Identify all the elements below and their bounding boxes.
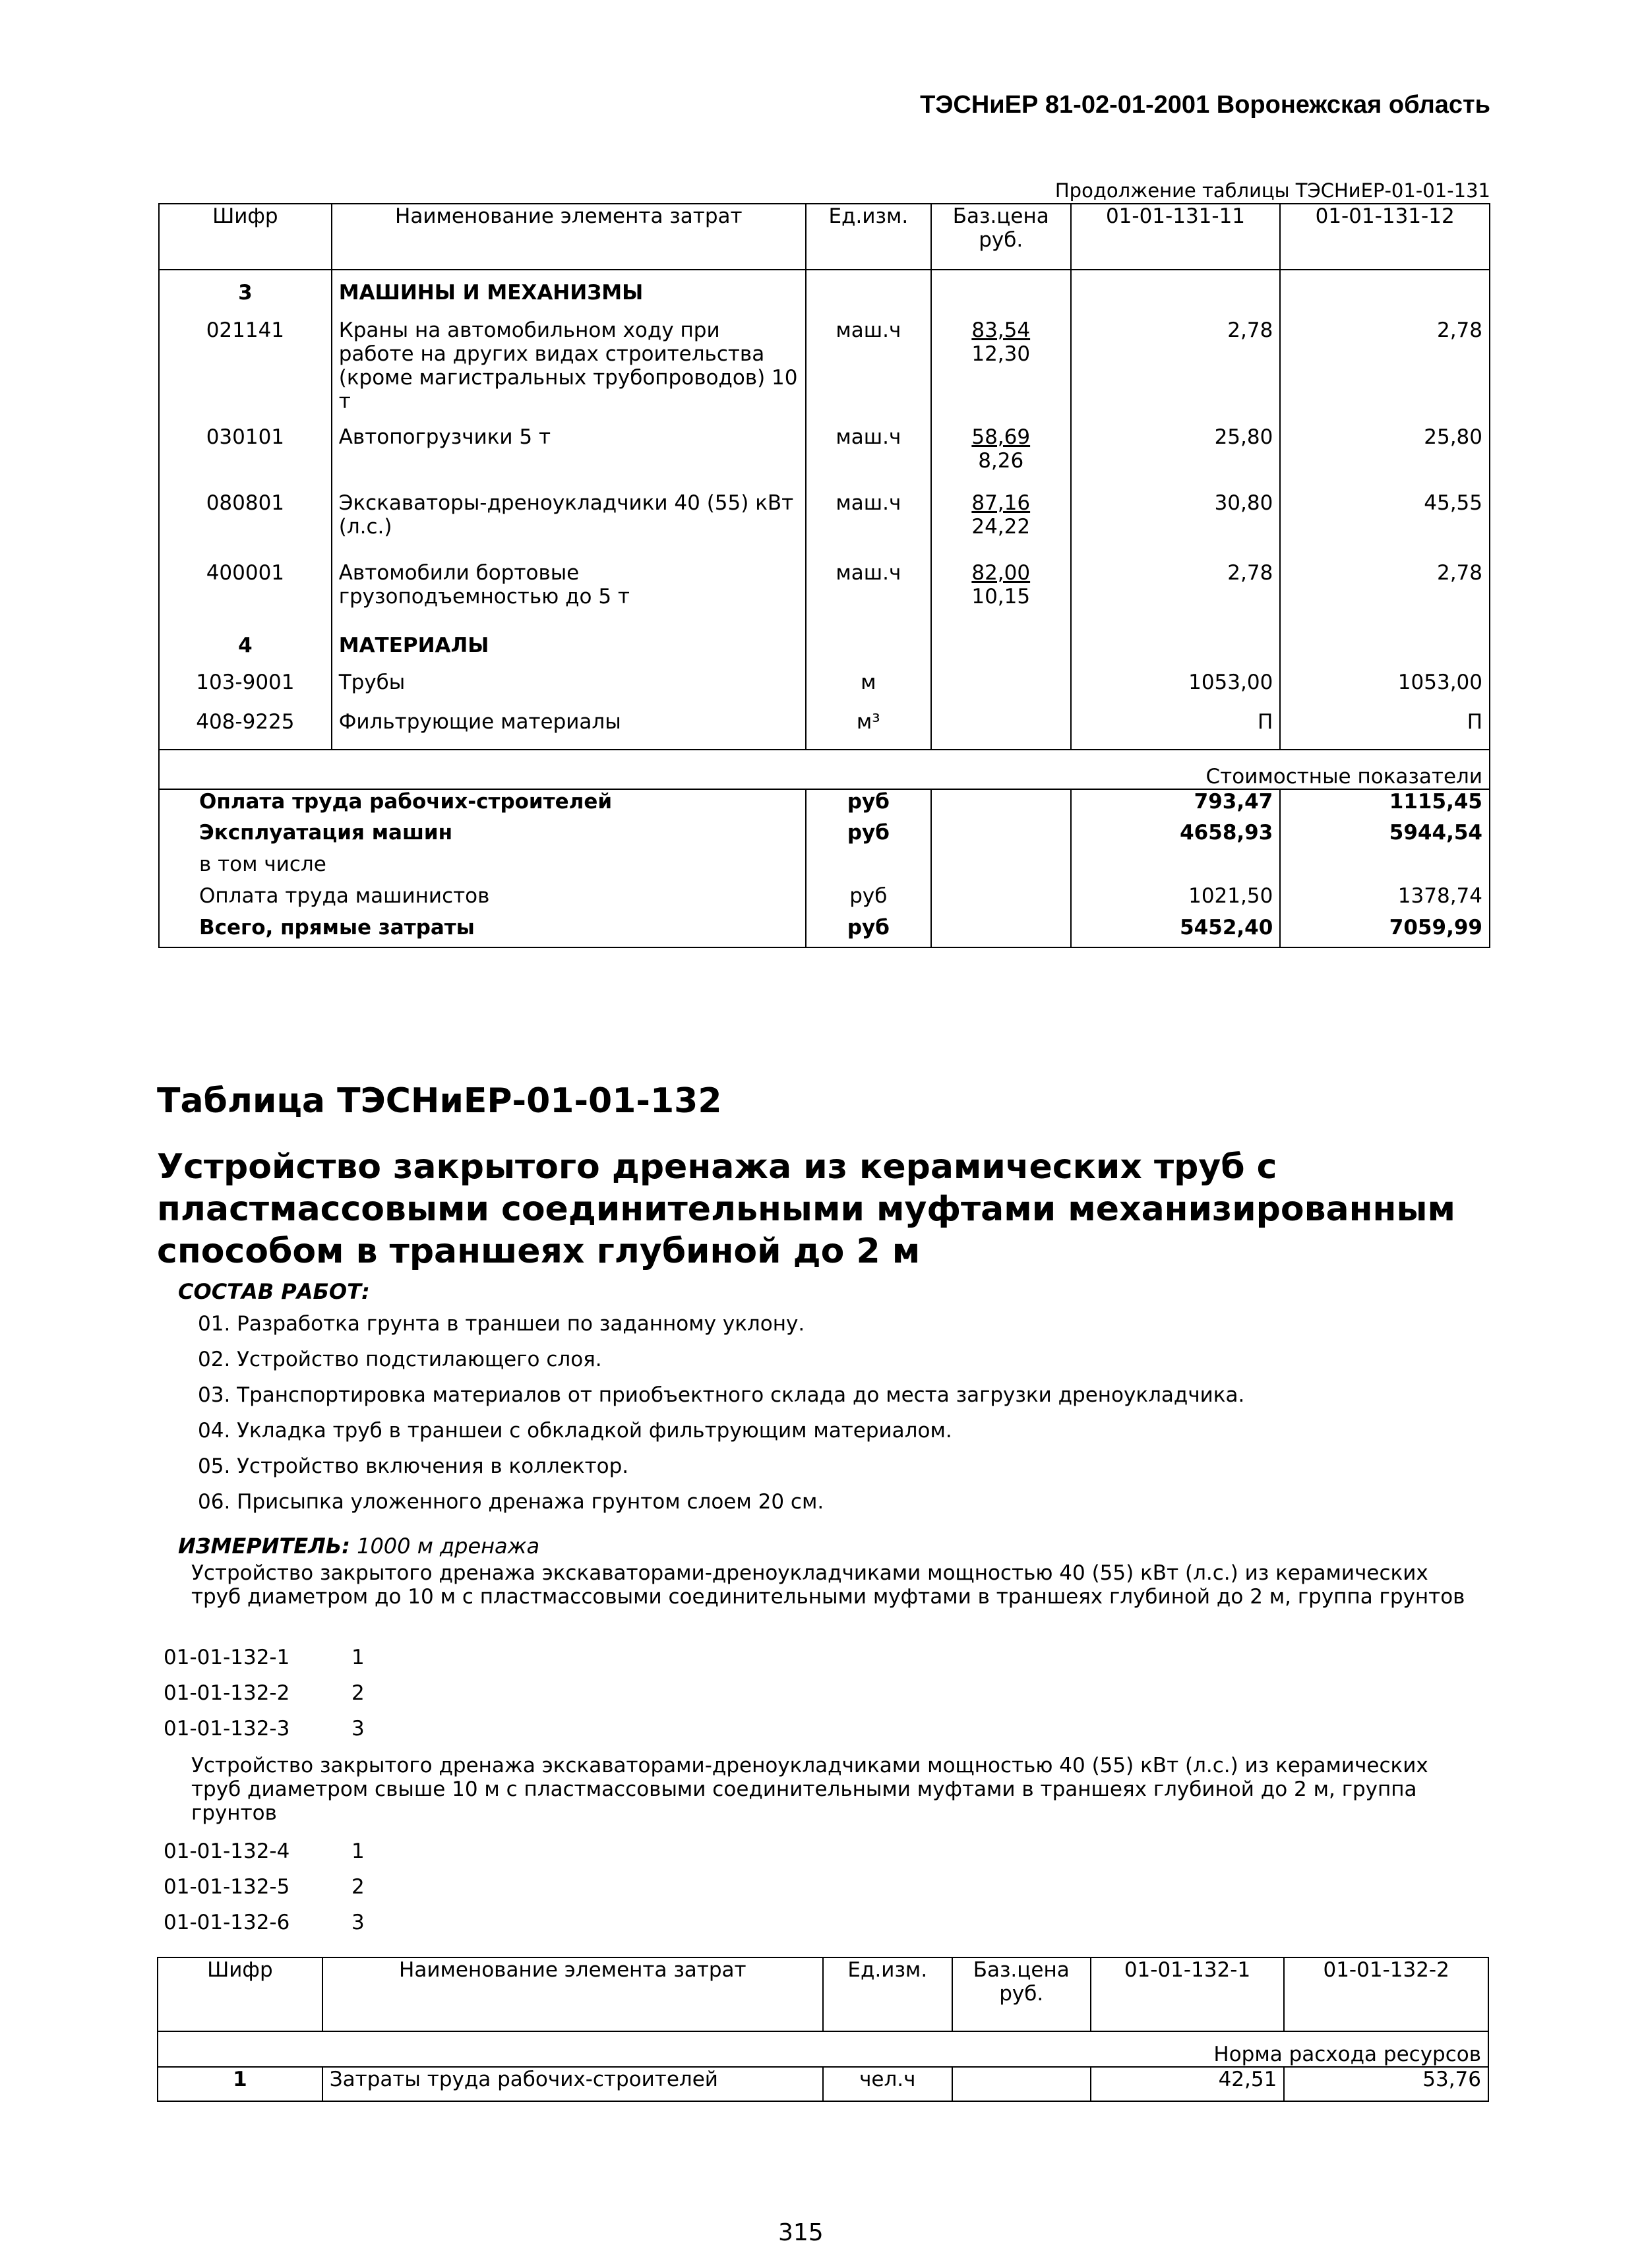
row-value-2: 2,78	[1436, 561, 1482, 585]
row-code: 021141	[159, 313, 332, 425]
section-title: МАШИНЫ И МЕХАНИЗМЫ	[332, 270, 806, 313]
table-row	[159, 710, 1490, 750]
soil-group: 2	[351, 1681, 365, 1705]
soil-group: 2	[351, 1875, 365, 1899]
soil-group: 1	[351, 1646, 365, 1669]
col-norm-12: 01-01-131-12	[1280, 204, 1490, 270]
row-value-1: 25,80	[1071, 425, 1281, 491]
norm-code: 01-01-132-2	[164, 1681, 290, 1705]
row-price: 87,16 24,22	[931, 491, 1071, 561]
row-value-2: 45,55	[1424, 491, 1482, 515]
work-composition-label: СОСТАВ РАБОТ:	[178, 1279, 370, 1304]
cost-value-2: 7059,99	[1389, 916, 1482, 940]
table-row	[159, 425, 1490, 491]
col-norm-11: 01-01-131-11	[1071, 204, 1281, 270]
row-unit: маш.ч	[806, 313, 931, 425]
row-code: 1	[158, 2067, 322, 2101]
row-unit: маш.ч	[806, 561, 931, 627]
section-row	[159, 270, 1490, 313]
row-unit: маш.ч	[806, 491, 931, 561]
cost-value-1: 4658,93	[1071, 821, 1281, 852]
cost-row	[159, 852, 1490, 884]
norm-code-row	[164, 1875, 365, 1899]
cost-row	[159, 821, 1490, 852]
col-norm-2: 01-01-132-2	[1284, 1957, 1488, 2031]
norm-description-2: Устройство закрытого дренажа экскаваторами-дреноукладчиками мощностью 40 (55) кВт (л.с.) из керамических труб диаметром свыше 10 м с пластмассовыми соединительными муфтами в траншеях глубиной до 2 м, группа грунтов	[191, 1754, 1428, 1825]
norm-code-row	[164, 1681, 365, 1705]
table-row	[159, 671, 1490, 710]
work-item: 03. Транспортировка материалов от приобъектного склада до места загрузки дреноукладчика.	[198, 1383, 1245, 1407]
table-subtitle: Устройство закрытого дренажа из керамических труб с пластмассовыми соединительными муфтами механизированным способом в траншеях глубиной до 2 м	[157, 1147, 1455, 1271]
work-item: 01. Разработка грунта в траншеи по заданному уклону.	[198, 1312, 805, 1336]
row-value-1: 42,51	[1091, 2067, 1285, 2101]
section-code: 4	[159, 627, 332, 671]
measure-unit	[178, 1534, 539, 1559]
work-item: 05. Устройство включения в коллектор.	[198, 1454, 629, 1478]
work-item: 02. Устройство подстилающего слоя.	[198, 1348, 602, 1371]
cost-label: Всего, прямые затраты	[159, 916, 806, 947]
row-name: Автомобили бортовые грузоподъемностью до 5 т	[332, 561, 806, 627]
row-value-2: 1053,00	[1397, 671, 1482, 694]
cost-value-2: 1115,45	[1389, 790, 1482, 814]
cost-value-1: 793,47	[1071, 789, 1281, 821]
cost-value-1: 5452,40	[1071, 916, 1281, 947]
norm-code-row	[164, 1646, 365, 1669]
row-name: Затраты труда рабочих-строителей	[322, 2067, 823, 2101]
row-value-1: 2,78	[1071, 561, 1281, 627]
norm-code-row	[164, 1839, 365, 1863]
cost-row	[159, 916, 1490, 947]
row-unit: м	[806, 671, 931, 710]
page-number: 315	[778, 2219, 824, 2246]
soil-group: 3	[351, 1911, 365, 1934]
table-row	[159, 313, 1490, 425]
row-price: 58,69 8,26	[931, 425, 1071, 491]
row-name: Экскаваторы-дреноукладчики 40 (55) кВт (л.с.)	[332, 491, 806, 561]
measure-label: ИЗМЕРИТЕЛЬ:	[178, 1534, 350, 1559]
table-header-row	[158, 1957, 1488, 2031]
row-code: 030101	[159, 425, 332, 491]
norm-description-1: Устройство закрытого дренажа экскаваторами-дреноукладчиками мощностью 40 (55) кВт (л.с.) из керамических труб диаметром до 10 м с пластмассовыми соединительными муфтами в траншеях глубиной до 2 м, группа грунтов	[191, 1561, 1465, 1609]
cost-unit: руб	[806, 884, 931, 916]
col-unit: Ед.изм.	[823, 1957, 952, 2031]
norm-code: 01-01-132-6	[164, 1911, 290, 1934]
norm-code: 01-01-132-3	[164, 1717, 290, 1741]
work-item: 04. Укладка труб в траншеи с обкладкой фильтрующим материалом.	[198, 1419, 952, 1443]
row-unit: маш.ч	[806, 425, 931, 491]
cost-row	[159, 789, 1490, 821]
row-value-2: 2,78	[1436, 318, 1482, 342]
work-item: 06. Присыпка уложенного дренажа грунтом слоем 20 см.	[198, 1490, 824, 1514]
norm-title: Норма расхода ресурсов	[158, 2031, 1488, 2067]
cost-unit: руб	[806, 821, 931, 852]
row-unit: м³	[806, 710, 931, 750]
cost-row	[159, 884, 1490, 916]
document-header: ТЭСНиЕР 81-02-01-2001 Воронежская область	[920, 91, 1490, 119]
cost-label: Оплата труда машинистов	[159, 884, 806, 916]
row-name: Автопогрузчики 5 т	[332, 425, 806, 491]
table-row	[158, 2067, 1488, 2101]
norm-code: 01-01-132-4	[164, 1839, 290, 1863]
soil-group: 3	[351, 1717, 365, 1741]
col-unit: Ед.изм.	[806, 204, 931, 270]
table-header-row	[159, 204, 1490, 270]
resource-table-131	[158, 203, 1490, 948]
cost-title-row	[159, 750, 1490, 789]
cost-unit: руб	[806, 789, 931, 821]
row-value-1: П	[1071, 710, 1281, 750]
row-name: Фильтрующие материалы	[332, 710, 806, 750]
section-code: 3	[159, 270, 332, 313]
measure-value: 1000 м дренажа	[357, 1534, 540, 1559]
col-code: Шифр	[159, 204, 332, 270]
row-value-2: 53,76	[1422, 2068, 1481, 2091]
norm-title-row	[158, 2031, 1488, 2067]
row-code: 408-9225	[159, 710, 332, 750]
col-price: Баз.цена руб.	[931, 204, 1071, 270]
cost-value-2: 5944,54	[1389, 821, 1482, 845]
col-norm-1: 01-01-132-1	[1091, 1957, 1285, 2031]
soil-group: 1	[351, 1839, 365, 1863]
cost-label: Оплата труда рабочих-строителей	[159, 789, 806, 821]
table-row	[159, 561, 1490, 627]
col-code: Шифр	[158, 1957, 322, 2031]
col-name: Наименование элемента затрат	[322, 1957, 823, 2031]
cost-title: Стоимостные показатели	[159, 750, 1490, 789]
row-code: 103-9001	[159, 671, 332, 710]
row-unit: чел.ч	[823, 2067, 952, 2101]
table-row	[159, 491, 1490, 561]
row-code: 080801	[159, 491, 332, 561]
cost-value-2: 1378,74	[1397, 884, 1482, 908]
resource-table-132	[157, 1957, 1489, 2102]
norm-code: 01-01-132-5	[164, 1875, 290, 1899]
cost-unit: руб	[806, 916, 931, 947]
row-value-2: 25,80	[1424, 425, 1482, 449]
norm-code-row	[164, 1911, 365, 1934]
section-title: МАТЕРИАЛЫ	[332, 627, 806, 671]
row-price: 82,00 10,15	[931, 561, 1071, 627]
row-price: 83,54 12,30	[931, 313, 1071, 425]
norm-code: 01-01-132-1	[164, 1646, 290, 1669]
cost-label: Эксплуатация машин	[159, 821, 806, 852]
col-price: Баз.цена руб.	[952, 1957, 1091, 2031]
row-value-2: П	[1467, 710, 1482, 734]
cost-label: в том числе	[159, 852, 806, 884]
row-value-1: 1053,00	[1071, 671, 1281, 710]
row-value-1: 2,78	[1071, 313, 1281, 425]
row-code: 400001	[159, 561, 332, 627]
cost-value-1: 1021,50	[1071, 884, 1281, 916]
row-value-1: 30,80	[1071, 491, 1281, 561]
row-name: Трубы	[332, 671, 806, 710]
row-name: Краны на автомобильном ходу при работе на других видах строительства (кроме магистральных трубопроводов) 10 т	[332, 313, 806, 425]
norm-code-row	[164, 1717, 365, 1741]
table-title: Таблица ТЭСНиЕР-01-01-132	[157, 1081, 722, 1121]
table-continuation-caption: Продолжение таблицы ТЭСНиЕР-01-01-131	[1054, 179, 1490, 202]
section-row	[159, 627, 1490, 671]
col-name: Наименование элемента затрат	[332, 204, 806, 270]
